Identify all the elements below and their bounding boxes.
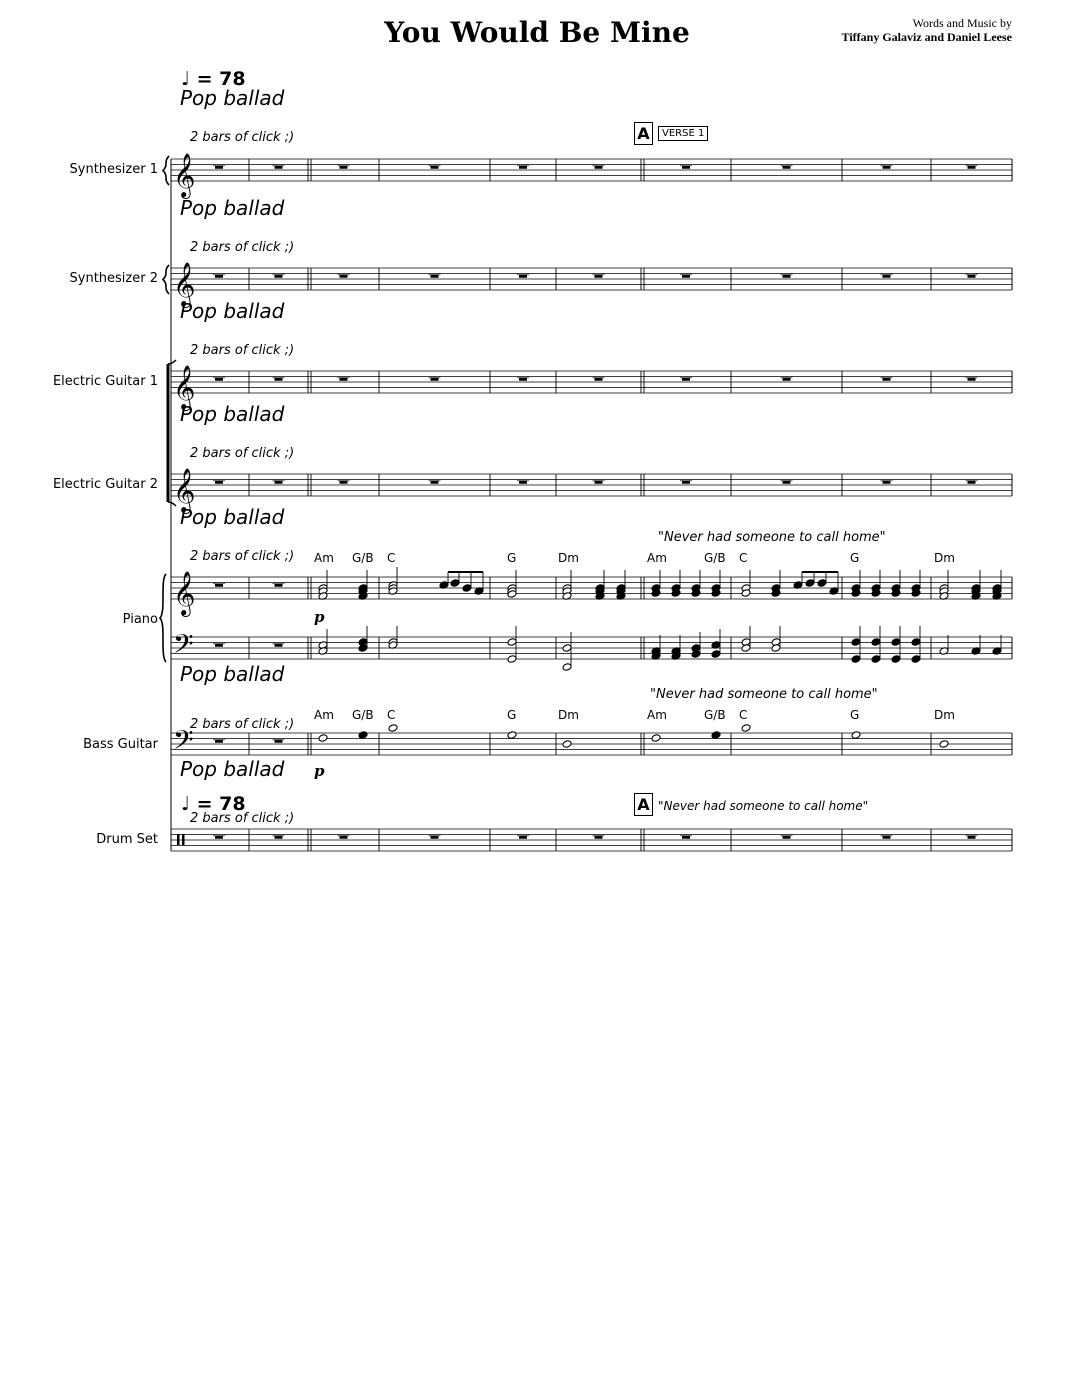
bass-note-head: [562, 740, 572, 749]
bass-note-head: [939, 740, 949, 749]
whole-rest: [275, 836, 283, 839]
piano-note-head: [851, 655, 861, 664]
bass-note-head: [711, 731, 721, 740]
chord-symbol: G/B: [352, 551, 374, 565]
bracket-icon: [168, 360, 176, 364]
chord-symbol: G: [850, 551, 860, 565]
click-annotation: 2 bars of click ;): [190, 717, 295, 732]
whole-rest: [595, 378, 603, 381]
chord-symbol: C: [739, 708, 748, 722]
whole-rest: [883, 166, 891, 169]
whole-rest: [968, 836, 976, 839]
style-text: Pop ballad: [180, 757, 285, 781]
bass-note-head: [388, 724, 398, 733]
piano-note-head: [562, 644, 572, 653]
bass-clef-icon: 𝄢: [173, 628, 194, 666]
lyric-cue: "Never had someone to call home": [658, 530, 886, 545]
percussion-clef-icon: [182, 834, 185, 845]
lyric-cue: "Never had someone to call home": [658, 799, 869, 813]
whole-rest: [431, 481, 439, 484]
whole-rest: [682, 481, 690, 484]
bass-note-head: [358, 731, 368, 740]
piano-note-head: [507, 638, 517, 647]
whole-rest: [275, 584, 283, 587]
chord-symbol: Dm: [558, 551, 579, 565]
whole-rest: [519, 166, 527, 169]
chord-symbol: Am: [314, 551, 334, 565]
whole-rest: [275, 166, 283, 169]
style-text: Pop ballad: [180, 196, 285, 220]
whole-rest: [275, 275, 283, 278]
section-label: VERSE 1: [658, 126, 708, 141]
style-text: Pop ballad: [180, 662, 285, 686]
chord-symbol: G: [507, 551, 517, 565]
dynamic-marking: p: [314, 762, 325, 780]
chord-symbol: Dm: [934, 551, 955, 565]
whole-rest: [275, 644, 283, 647]
bass-note-head: [651, 734, 661, 743]
whole-rest: [682, 378, 690, 381]
whole-rest: [340, 481, 348, 484]
chord-symbol: Am: [314, 708, 334, 722]
brace-icon: [163, 265, 169, 294]
chord-symbol: G: [507, 708, 517, 722]
quarter-note-icon: ♩: [181, 793, 190, 815]
style-text: Pop ballad: [180, 505, 285, 529]
chord-symbol: Am: [647, 551, 667, 565]
lyric-cue: "Never had someone to call home": [650, 687, 878, 702]
credit-line: Words and Music by: [912, 16, 1012, 30]
whole-rest: [275, 481, 283, 484]
whole-rest: [215, 275, 223, 278]
chord-symbol: Am: [647, 708, 667, 722]
chord-symbol: C: [739, 551, 748, 565]
whole-rest: [215, 166, 223, 169]
whole-rest: [595, 166, 603, 169]
song-title: You Would Be Mine: [384, 16, 690, 49]
whole-rest: [968, 275, 976, 278]
piano-note-head: [891, 655, 901, 664]
whole-rest: [682, 836, 690, 839]
piano-note-head: [507, 655, 517, 664]
dynamic-marking: p: [314, 608, 325, 626]
whole-rest: [595, 275, 603, 278]
instrument-name: Drum Set: [96, 832, 158, 847]
piano-note-head: [462, 584, 472, 593]
chord-symbol: Dm: [934, 708, 955, 722]
piano-note-head: [911, 655, 921, 664]
quarter-note-icon: ♩: [181, 68, 190, 90]
whole-rest: [340, 166, 348, 169]
piano-note-head: [711, 650, 721, 659]
whole-rest: [883, 275, 891, 278]
bass-clef-icon: 𝄢: [173, 724, 194, 762]
whole-rest: [215, 644, 223, 647]
click-annotation: 2 bars of click ;): [190, 240, 295, 255]
bass-note-head: [851, 731, 861, 740]
whole-rest: [883, 836, 891, 839]
whole-rest: [783, 166, 791, 169]
piano-note-head: [871, 655, 881, 664]
rehearsal-mark: A: [634, 122, 653, 145]
style-text: Pop ballad: [180, 86, 285, 110]
treble-clef-icon: 𝄞: [173, 153, 196, 197]
whole-rest: [968, 378, 976, 381]
composer-names: Tiffany Galaviz and Daniel Leese: [841, 30, 1012, 44]
instrument-name: Bass Guitar: [83, 737, 158, 752]
piano-note-head: [871, 638, 881, 647]
whole-rest: [275, 378, 283, 381]
whole-rest: [519, 481, 527, 484]
treble-clef-icon: 𝄞: [173, 365, 196, 409]
whole-rest: [431, 166, 439, 169]
whole-rest: [968, 166, 976, 169]
treble-clef-icon: 𝄞: [173, 571, 196, 615]
piano-note-head: [562, 663, 572, 672]
brace-icon: [163, 156, 169, 185]
chord-symbol: C: [387, 708, 396, 722]
style-text: Pop ballad: [180, 299, 285, 323]
piano-note-head: [891, 638, 901, 647]
whole-rest: [883, 378, 891, 381]
instrument-name: Synthesizer 2: [69, 271, 158, 286]
whole-rest: [595, 836, 603, 839]
click-annotation: 2 bars of click ;): [190, 446, 295, 461]
piano-note-head: [450, 579, 460, 588]
whole-rest: [519, 275, 527, 278]
whole-rest: [215, 740, 223, 743]
whole-rest: [968, 481, 976, 484]
piano-note-head: [805, 579, 815, 588]
whole-rest: [431, 378, 439, 381]
whole-rest: [215, 481, 223, 484]
click-annotation: 2 bars of click ;): [190, 549, 295, 564]
piano-note-head: [817, 579, 827, 588]
chord-symbol: G/B: [704, 551, 726, 565]
rehearsal-mark: A: [634, 793, 653, 816]
brace-icon: [160, 574, 166, 662]
whole-rest: [783, 275, 791, 278]
whole-rest: [215, 836, 223, 839]
whole-rest: [682, 275, 690, 278]
whole-rest: [431, 275, 439, 278]
chord-symbol: G/B: [352, 708, 374, 722]
treble-clef-icon: 𝄞: [173, 468, 196, 512]
instrument-name: Piano: [122, 612, 158, 627]
whole-rest: [595, 481, 603, 484]
whole-rest: [340, 378, 348, 381]
bass-note-head: [741, 724, 751, 733]
chord-symbol: C: [387, 551, 396, 565]
style-text: Pop ballad: [180, 402, 285, 426]
whole-rest: [682, 166, 690, 169]
chord-symbol: G/B: [704, 708, 726, 722]
instrument-name: Electric Guitar 2: [52, 477, 158, 492]
instrument-name: Synthesizer 1: [69, 162, 158, 177]
tempo-value: = 78: [196, 793, 246, 815]
whole-rest: [519, 836, 527, 839]
click-annotation: 2 bars of click ;): [190, 343, 295, 358]
percussion-clef-icon: [177, 834, 180, 845]
whole-rest: [340, 275, 348, 278]
whole-rest: [275, 740, 283, 743]
whole-rest: [215, 378, 223, 381]
treble-clef-icon: 𝄞: [173, 262, 196, 306]
whole-rest: [431, 836, 439, 839]
whole-rest: [783, 481, 791, 484]
chord-symbol: Dm: [558, 708, 579, 722]
whole-rest: [340, 836, 348, 839]
piano-note-head: [851, 638, 861, 647]
bass-note-head: [507, 731, 517, 740]
whole-rest: [215, 584, 223, 587]
piano-note-head: [911, 638, 921, 647]
click-annotation: 2 bars of click ;): [190, 130, 295, 145]
click-annotation: 2 bars of click ;): [190, 811, 295, 826]
chord-symbol: G: [850, 708, 860, 722]
whole-rest: [883, 481, 891, 484]
tempo-value: = 78: [196, 68, 246, 90]
whole-rest: [783, 836, 791, 839]
whole-rest: [519, 378, 527, 381]
bass-note-head: [318, 734, 328, 743]
whole-rest: [783, 378, 791, 381]
instrument-name: Electric Guitar 1: [52, 374, 158, 389]
